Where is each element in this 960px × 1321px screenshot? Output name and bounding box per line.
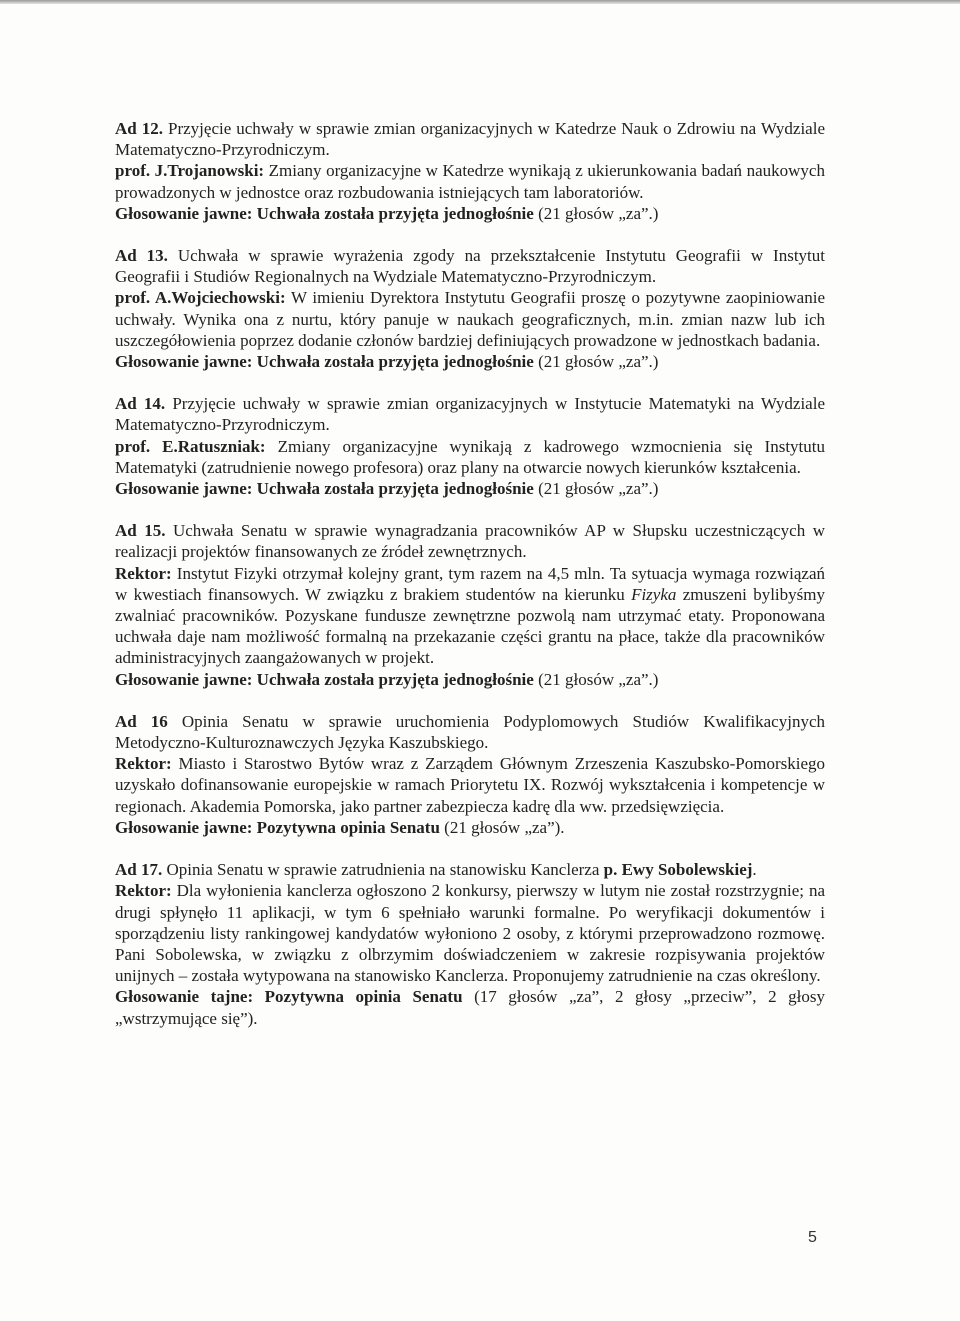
item-title — [115, 245, 825, 287]
vote-detail: (21 głosów „za”.) — [533, 669, 659, 689]
item-title — [115, 520, 825, 562]
vote-detail: (21 głosów „za”.) — [533, 352, 659, 372]
agenda-item-17 — [115, 859, 825, 1029]
agenda-item-14 — [115, 393, 825, 499]
item-title-text: Opinia Senatu w sprawie zatrudnienia na stanowisku Kanclerza — [162, 860, 604, 880]
item-title-text: Przyjęcie uchwały w sprawie zmian organizacyjnych w Katedrze Nauk o Zdrowiu na Wydziale Matematyczno-Przyrodniczym. — [115, 119, 825, 160]
item-label: Ad 12. — [115, 119, 163, 138]
vote-detail: (21 głosów „za”). — [439, 817, 565, 837]
vote-detail: (21 głosów „za”.) — [533, 203, 659, 223]
speech-text: Zmiany organizacyjne wynikają z kadrowego wzmocnienia się Instytutu Matematyki (zatrudnienie nowego profesora) oraz plany na otwarcie nowych kierunków kształcenia. — [115, 436, 826, 477]
item-title-person: p. Ewy Sobolewskiej — [603, 860, 753, 880]
vote-detail: (21 głosów „za”.) — [533, 479, 659, 499]
item-title-text: Uchwała Senatu w sprawie wynagradzania pracowników AP w Słupsku uczestniczących w realizacji projektów finansowanych ze źródeł zewnętrznych. — [115, 521, 825, 562]
vote-label: Głosowanie jawne: Pozytywna opinia Senatu — [115, 817, 440, 837]
vote-label: Głosowanie jawne: Uchwała została przyjęta jednogłośnie — [115, 203, 534, 223]
item-label: Ad 17. — [115, 860, 163, 880]
speech-text: Dla wyłonienia kanclerza ogłoszono 2 konkursy, pierwszy w lutym nie został rozstrzygnie; na drugi spłynęło 11 aplikacji, w tym 6 spełniało warunki formalne. Po weryfikacji dokumentów i sporządzeniu listy rankingowej kandydatów wyłoniono 2 osoby, z którymi przeprowadzono rozmowę. Pani Sobolewska, w związku z olbrzymim doświadczeniem w zakresie rozpisywania projektów unijnych – została wytypowana na stanowisko Kanclerza. Proponujemy zatrudnienie na czas określony. — [115, 881, 825, 986]
agenda-item-16 — [115, 711, 825, 838]
item-title-text: Przyjęcie uchwały w sprawie zmian organizacyjnych w Instytucie Matematyki na Wydziale Matematyczno-Przyrodniczym. — [115, 394, 825, 435]
item-title — [115, 711, 825, 753]
item-label: Ad 14. — [115, 394, 166, 414]
item-statement — [115, 160, 825, 202]
vote-result — [115, 986, 825, 1028]
speech-text: Zmiany organizacyjne w Katedrze wynikają z ukierunkowania badań naukowych prowadzonych w jednostce oraz rozbudowania istniejących tam laboratoriów. — [115, 161, 825, 202]
vote-result — [115, 478, 825, 499]
vote-result — [115, 669, 825, 690]
vote-result — [115, 203, 825, 224]
item-title-text: Opinia Senatu w sprawie uruchomienia Podyplomowych Studiów Kwalifikacyjnych Metodyczno-Kulturoznawczych Języka Kaszubskiego. — [115, 711, 825, 753]
vote-result — [115, 351, 825, 372]
item-title — [115, 393, 825, 435]
speech-text: Miasto i Starostwo Bytów wraz z Zarządem Głównym Zrzeszenia Kaszubsko-Pomorskiego uzyskało dofinansowanie europejskie w ramach Priorytetu IX. Rozwój wykształcenia i kompetencje w regionach. Akademia Pomorska, jako partner zabezpiecza kadrę dla ww. przedsięwzięcia. — [115, 754, 825, 816]
item-title-end: . — [752, 860, 757, 880]
item-statement — [115, 287, 825, 351]
document-page — [115, 118, 825, 1050]
speaker: prof. J.Trojanowski: — [115, 161, 265, 181]
speech-text: W imieniu Dyrektora Instytutu Geografii proszę o pozytywne zaopiniowanie uchwały. Wynika ona z nurtu, który panuje w naukach geograficznych, m.in. zmian nazw lub ich uszczegółowienia poprzez dodanie członów bardziej definiujących prowadzone w jednostkach badania. — [115, 288, 825, 350]
speaker: Rektor: — [115, 754, 172, 774]
vote-detail: (17 głosów „za”, 2 głosy „przeciw”, 2 głosy „wstrzymujące się”). — [115, 987, 826, 1028]
item-label: Ad 16 — [115, 711, 168, 731]
vote-result — [115, 817, 825, 838]
vote-label: Głosowanie jawne: Uchwała została przyjęta jednogłośnie — [115, 352, 534, 372]
speaker: prof. E.Ratuszniak: — [115, 436, 266, 456]
agenda-item-15 — [115, 520, 825, 690]
speaker: Rektor: — [115, 881, 172, 901]
vote-label: Głosowanie jawne: Uchwała została przyjęta jednogłośnie — [115, 669, 534, 689]
vote-label: Głosowanie jawne: Uchwała została przyjęta jednogłośnie — [115, 479, 534, 499]
item-statement — [115, 880, 825, 986]
speaker: Rektor: — [115, 563, 172, 583]
agenda-item-12 — [115, 118, 825, 224]
item-title — [115, 859, 825, 880]
speaker: prof. A.Wojciechowski: — [115, 288, 286, 308]
item-statement — [115, 436, 825, 478]
speech-text-continued: zmuszeni bylibyśmy zwalniać pracowników. Pozyskane fundusze zewnętrzne pozwolą nam utrzymać etaty. Proponowana uchwała daje nam możliwość formalną na przekazanie części grantu na płace, także dla pracowników administracyjnych zaangażowanych w projekt. — [115, 584, 825, 668]
speech-italic-term: Fizyka — [631, 584, 677, 604]
item-label: Ad 15. — [115, 521, 166, 541]
agenda-item-13 — [115, 245, 825, 372]
speech-text: Instytut Fizyki otrzymał kolejny grant, tym razem na 4,5 mln. Ta sytuacja wymaga rozwiązań w kwestiach finansowych. W związku z brakiem studentów na kierunku — [115, 563, 825, 604]
item-statement — [115, 753, 825, 817]
item-title — [115, 118, 825, 160]
scan-top-edge — [0, 0, 960, 4]
vote-label: Głosowanie tajne: Pozytywna opinia Senatu — [115, 987, 463, 1007]
item-label: Ad 13. — [115, 246, 168, 266]
item-statement — [115, 563, 825, 669]
item-title-text: Uchwała w sprawie wyrażenia zgody na przekształcenie Instytutu Geografii w Instytut Geografii i Studiów Regionalnych na Wydziale Matematyczno-Przyrodniczym. — [115, 246, 825, 287]
page-number: 5 — [808, 1229, 817, 1246]
